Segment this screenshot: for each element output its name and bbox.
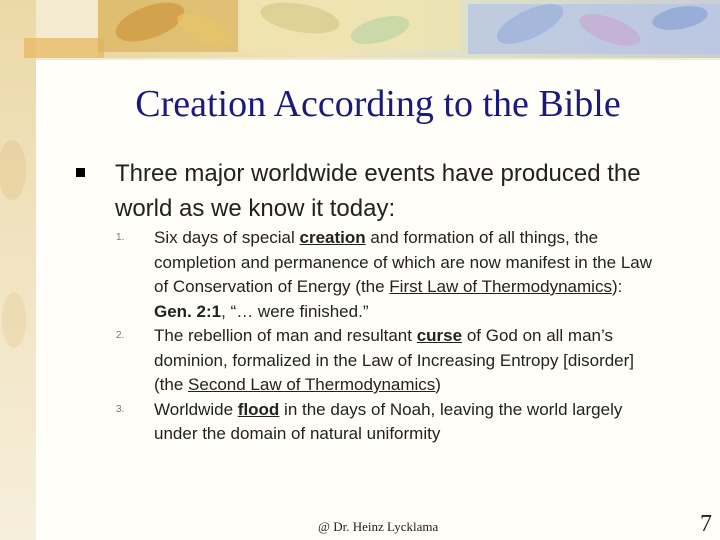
main-bullet-text: Three major worldwide events have produced the world as we know it today: [115, 160, 641, 222]
list-item-number: 3. [116, 403, 125, 415]
list-item-text-run: Second Law of Thermodynamics [188, 375, 436, 394]
list-item-text-run: flood [237, 399, 280, 419]
list-item-text-run: curse [416, 326, 463, 345]
list-item-text-run: creation [299, 228, 366, 247]
list-item-number: 1. [116, 232, 125, 243]
list-item-text-run: Worldwide [154, 399, 238, 419]
list-item-text [154, 324, 656, 398]
list-item-text-run: and formation of all things, the completion and permanence of which are now manifest in the Law of Conservation of Energy (the [154, 228, 653, 296]
list-item-text-run: in the days of Noah, leaving the world largely under the domain of natural uniformity [154, 399, 623, 443]
list-item-text [154, 226, 656, 324]
list-item-text [154, 398, 656, 447]
list-item-text-run: of God on all man’s dominion, formalized in the Law of Increasing Entropy [disorder] (the [154, 326, 635, 394]
page-number: 7 [700, 511, 712, 537]
list-item-text-run: The rebellion of man and resultant [154, 326, 417, 345]
black-square-bullet-icon [76, 168, 85, 177]
footer-credit: @ Dr. Heinz Lycklama [318, 519, 439, 534]
list-item-text-run: Gen. 2:1 [154, 301, 222, 321]
list-item-text-run: ) [435, 375, 441, 394]
list-item-text-run: First Law of Thermodynamics [389, 277, 612, 296]
list-item [116, 324, 656, 398]
list-item-text-run: ): [611, 277, 623, 296]
list-item-text-run: Six days of special [154, 228, 300, 247]
list-item-text-run: , “… were finished.” [221, 301, 369, 321]
list-item-number: 2. [116, 330, 125, 341]
list-item [116, 398, 656, 447]
slide-title: Creation According to the Bible [135, 83, 621, 125]
list-item [116, 226, 656, 324]
numbered-list [116, 226, 656, 447]
